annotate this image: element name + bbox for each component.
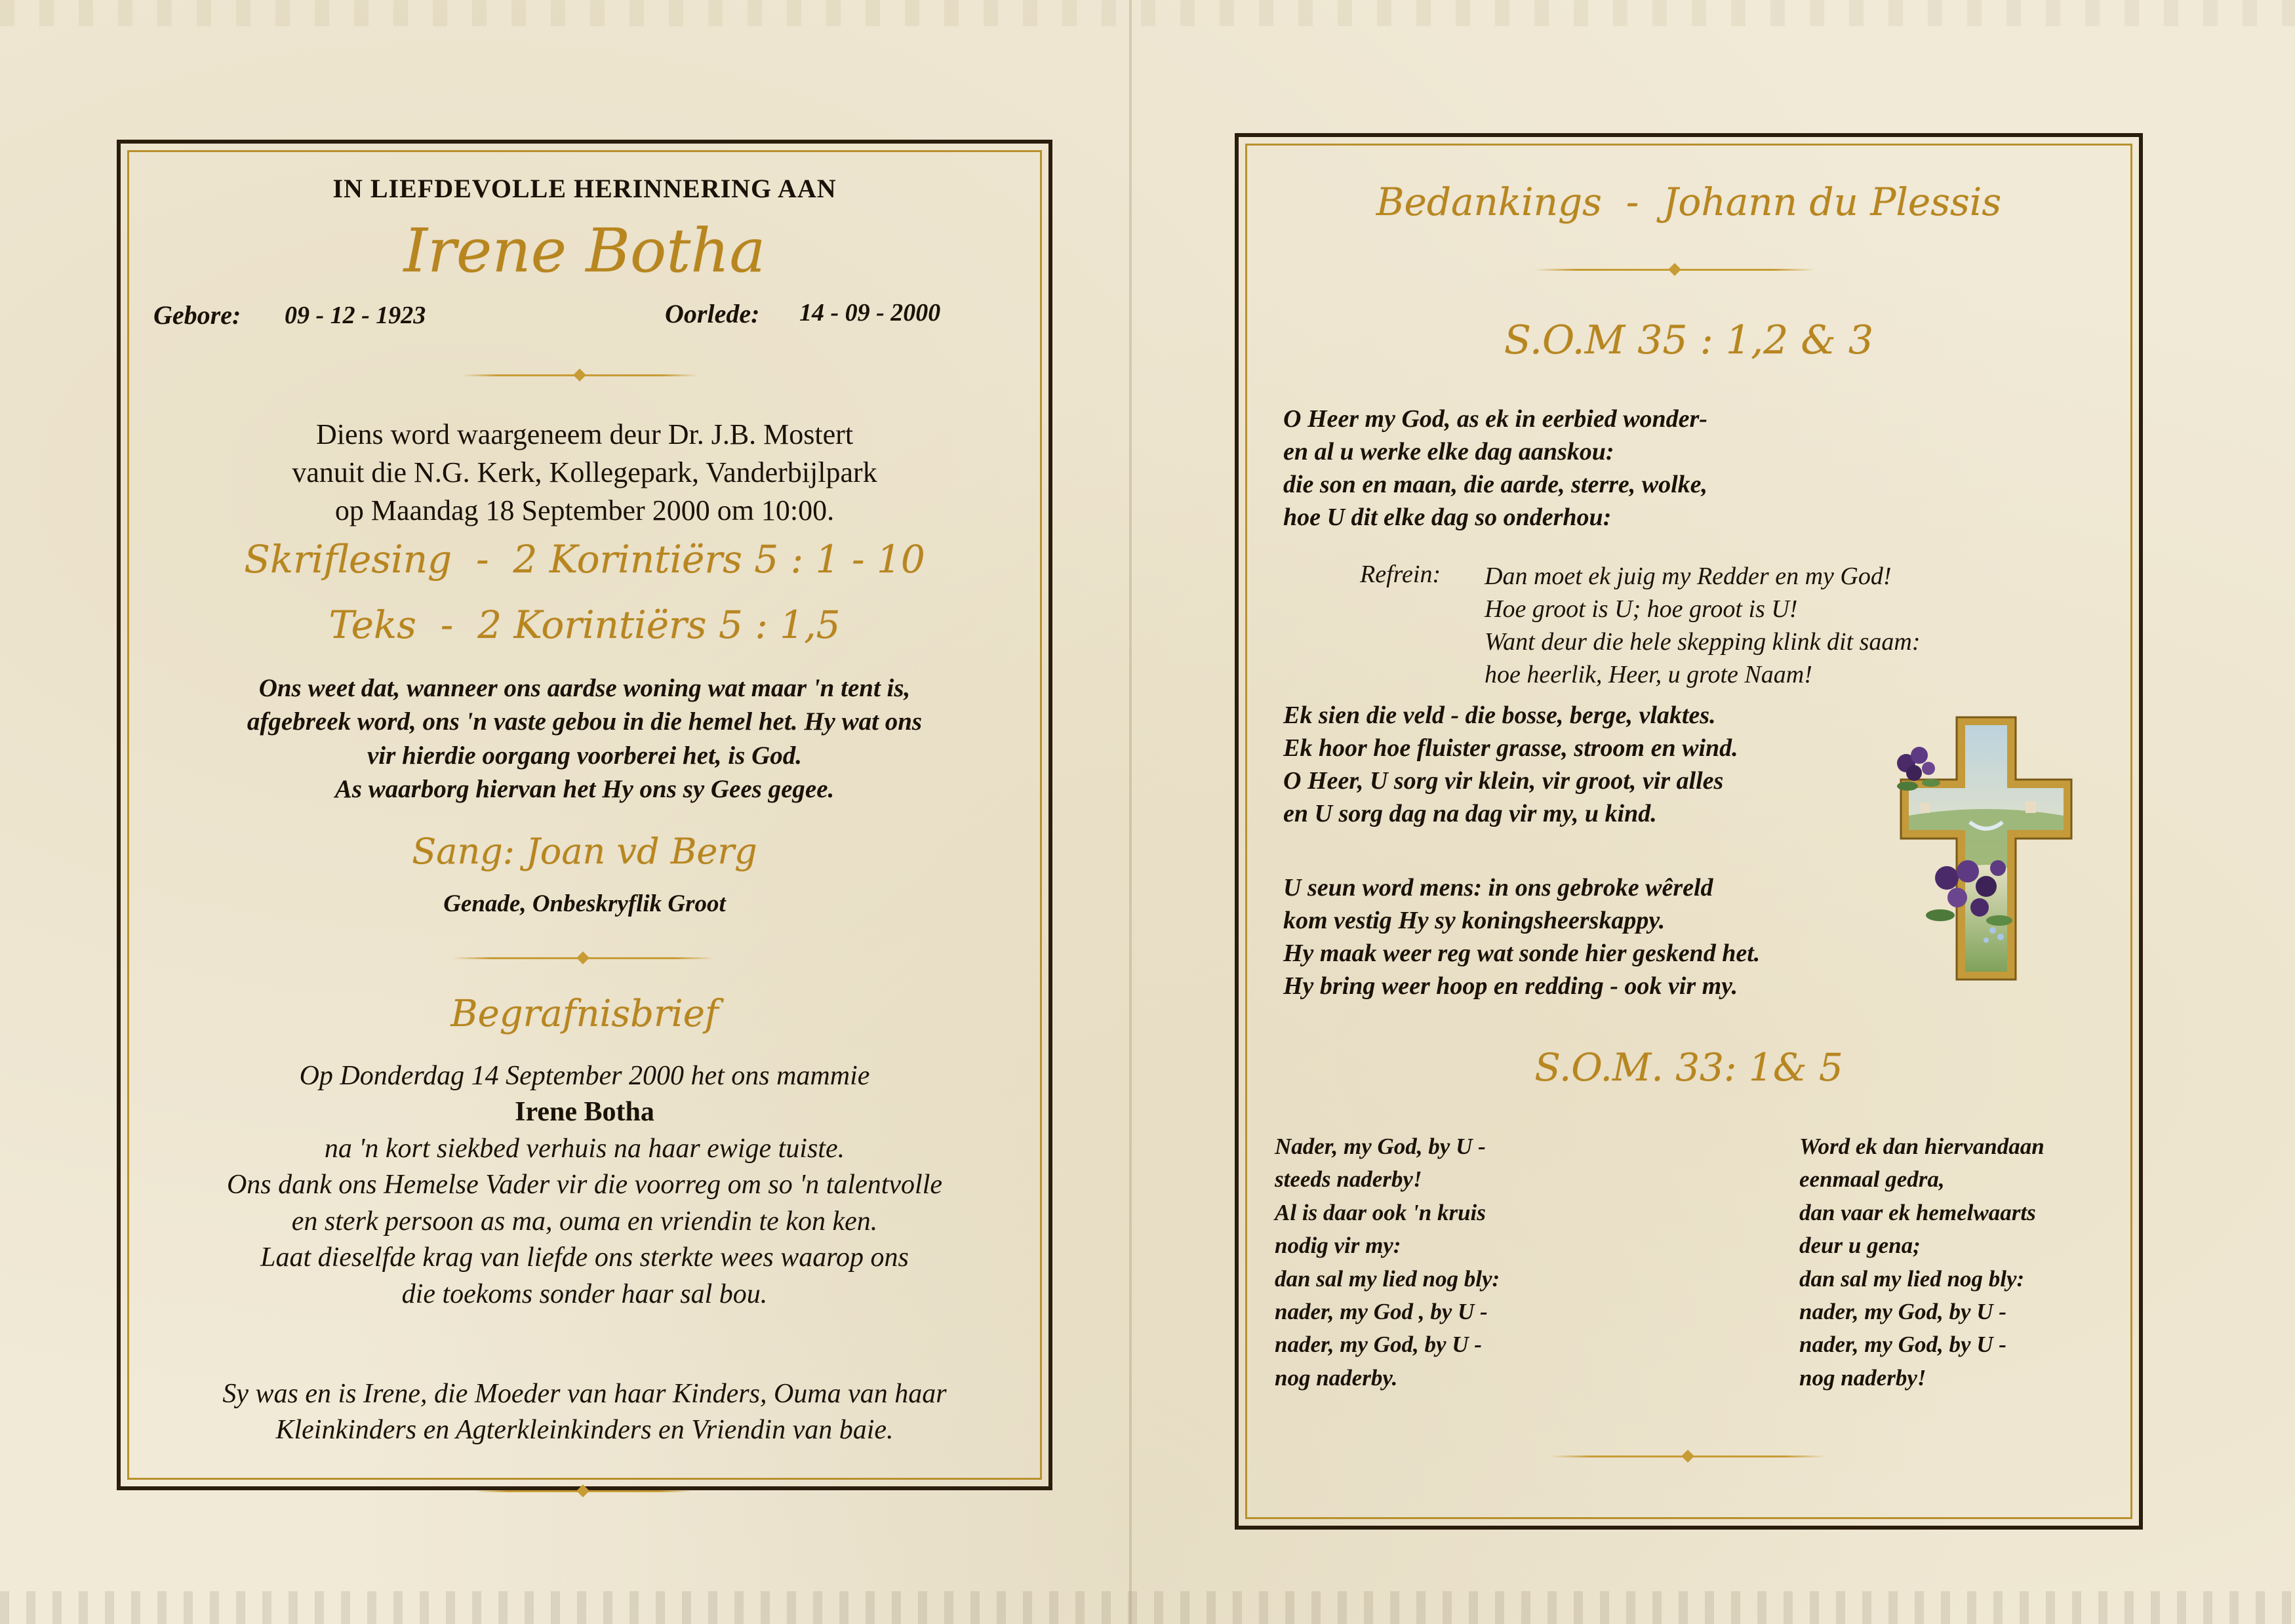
lyric-line: nader, my God , by U - xyxy=(1275,1298,1488,1324)
ornament-divider xyxy=(1550,1452,1826,1461)
hymn2-column-2 xyxy=(1799,1130,2045,1395)
service-line: Diens word waargeneem deur Dr. J.B. Mostert xyxy=(315,418,854,450)
paper-top-edge xyxy=(0,0,2295,26)
sermon-text: Teks - 2 Korintiërs 5 : 1,5 xyxy=(329,603,841,647)
lyric-line: en U sorg dag na dag vir my, u kind. xyxy=(1283,800,1657,828)
obit-line: na 'n kort siekbed verhuis na haar ewige tuiste. xyxy=(324,1133,845,1164)
lyric-line: hoe U dit elke dag so onderhou: xyxy=(1283,504,1612,532)
lyric-line: eenmaal gedra, xyxy=(1799,1166,1945,1193)
lyric-line: Hy maak weer reg wat sonde hier geskend het. xyxy=(1283,940,1761,968)
scripture-reading: Skriflesing - 2 Korintiërs 5 : 1 - 10 xyxy=(244,537,925,582)
song-title: Sang: Joan vd Berg xyxy=(412,831,757,872)
ornament-divider xyxy=(452,953,714,962)
lyric-line: kom vestig Hy sy koningsheerskappy. xyxy=(1283,907,1666,935)
lyric-line: Hy bring weer hoop en redding - ook vir my. xyxy=(1283,972,1738,1000)
refrain-text xyxy=(1485,560,1921,692)
obit-line: die toekoms sonder haar sal bou. xyxy=(401,1278,768,1309)
floral-cross-illustration xyxy=(1894,711,2078,986)
lyric-line: dan vaar ek hemelwaarts xyxy=(1799,1199,2036,1225)
hymn1-title: S.O.M 35 : 1,2 & 3 xyxy=(1504,317,1874,363)
refrain-line: hoe heerlik, Heer, u grote Naam! xyxy=(1485,661,1812,689)
memorial-heading: IN LIEFDEVOLLE HERINNERING AAN xyxy=(332,174,837,203)
tribute-line: Kleinkinders en Agterkleinkinders en Vriendin van baie. xyxy=(275,1415,894,1446)
died-label: Oorlede: xyxy=(665,299,760,328)
obit-line: en sterk persoon as ma, ouma en vriendin te kon ken. xyxy=(291,1206,878,1237)
verse-line: vir hierdie oorgang voorberei het, is God. xyxy=(367,741,802,770)
card-fold-line xyxy=(1129,0,1132,1624)
obituary-title: Begrafnisbrief xyxy=(450,993,719,1035)
lyric-line: Ek sien die veld - die bosse, berge, vlaktes. xyxy=(1283,702,1716,729)
verse-line: afgebreek word, ons 'n vaste gebou in die hemel het. Hy wat ons xyxy=(247,707,923,736)
closing-tribute xyxy=(121,1376,1048,1449)
lyric-line: en al u werke elke dag aanskou: xyxy=(1283,438,1614,466)
refrain-line: Hoe groot is U; hoe groot is U! xyxy=(1485,595,1798,624)
ornament-divider xyxy=(475,1486,691,1495)
acknowledgements-title: Bedankings - Johann du Plessis xyxy=(1376,180,2002,224)
service-line: op Maandag 18 September 2000 om 10:00. xyxy=(334,494,835,527)
refrain-line: Want deur die hele skepping klink dit saam: xyxy=(1485,628,1921,656)
lyric-line: steeds naderby! xyxy=(1275,1166,1422,1193)
paper-bottom-edge xyxy=(0,1591,2295,1624)
hymn1-stanza1 xyxy=(1283,403,1707,534)
hymn2-title: S.O.M. 33: 1& 5 xyxy=(1534,1045,1843,1090)
lyric-line: Ek hoor hoe fluister grasse, stroom en wind. xyxy=(1283,734,1738,762)
lyric-line: U seun word mens: in ons gebroke wêreld xyxy=(1283,874,1713,901)
refrain-line: Dan moet ek juig my Redder en my God! xyxy=(1485,563,1892,590)
scripture-verse xyxy=(121,671,1048,806)
verse-line: Ons weet dat, wanneer ons aardse woning wat maar 'n tent is, xyxy=(258,674,911,702)
lyric-line: dan sal my lied nog bly: xyxy=(1275,1265,1500,1292)
lyric-line: die son en maan, die aarde, sterre, wolke, xyxy=(1283,471,1708,499)
lyric-line: Nader, my God, by U - xyxy=(1275,1134,1486,1159)
refrain-label: Refrein: xyxy=(1360,561,1441,588)
verse-line: As waarborg hiervan het Hy ons sy Gees gegee. xyxy=(334,775,835,804)
lyric-line: nader, my God, by U - xyxy=(1799,1298,2006,1324)
born-date: 09 - 12 - 1923 xyxy=(285,302,426,329)
lyric-line: Word ek dan hiervandaan xyxy=(1799,1134,2045,1159)
lyric-line: nodig vir my: xyxy=(1275,1233,1401,1259)
lyric-line: nog naderby. xyxy=(1275,1364,1398,1391)
born-label: Gebore: xyxy=(153,300,241,330)
hymn1-stanza3 xyxy=(1283,871,1760,1003)
hymn2-column-1 xyxy=(1275,1130,1500,1395)
obit-line: Ons dank ons Hemelse Vader vir die voorreg om so 'n talentvolle xyxy=(226,1170,943,1200)
hymns-panel-right xyxy=(1235,133,2143,1530)
died-date: 14 - 09 - 2000 xyxy=(799,299,941,327)
lyric-line: dan sal my lied nog bly: xyxy=(1799,1265,2025,1292)
obit-line: Laat dieselfde krag van liefde ons sterkte wees waarop ons xyxy=(260,1242,909,1273)
song-name: Genade, Onbeskryflik Groot xyxy=(443,890,726,917)
obit-name: Irene Botha xyxy=(515,1097,654,1128)
lyric-line: nog naderby! xyxy=(1799,1364,1926,1391)
hymn1-stanza2 xyxy=(1283,699,1738,831)
service-line: vanuit die N.G. Kerk, Kollegepark, Vanderbijlpark xyxy=(292,456,877,489)
service-details xyxy=(121,416,1048,530)
lyric-line: Al is daar ook 'n kruis xyxy=(1275,1199,1486,1225)
tribute-line: Sy was en is Irene, die Moeder van haar Kinders, Ouma van haar xyxy=(222,1379,947,1409)
ornament-divider xyxy=(1534,265,1816,274)
lyric-line: O Heer my God, as ek in eerbied wonder- xyxy=(1283,405,1707,433)
lyric-line: nader, my God, by U - xyxy=(1275,1332,1482,1358)
deceased-name: Irene Botha xyxy=(403,216,766,286)
lyric-line: nader, my God, by U - xyxy=(1799,1332,2006,1358)
ornament-divider xyxy=(462,370,698,380)
obituary-text xyxy=(121,1058,1048,1313)
memorial-panel-left xyxy=(117,140,1052,1490)
lyric-line: O Heer, U sorg vir klein, vir groot, vir alles xyxy=(1283,767,1724,795)
lyric-line: deur u gena; xyxy=(1799,1233,1921,1259)
obit-line: Op Donderdag 14 September 2000 het ons mammie xyxy=(299,1061,870,1091)
